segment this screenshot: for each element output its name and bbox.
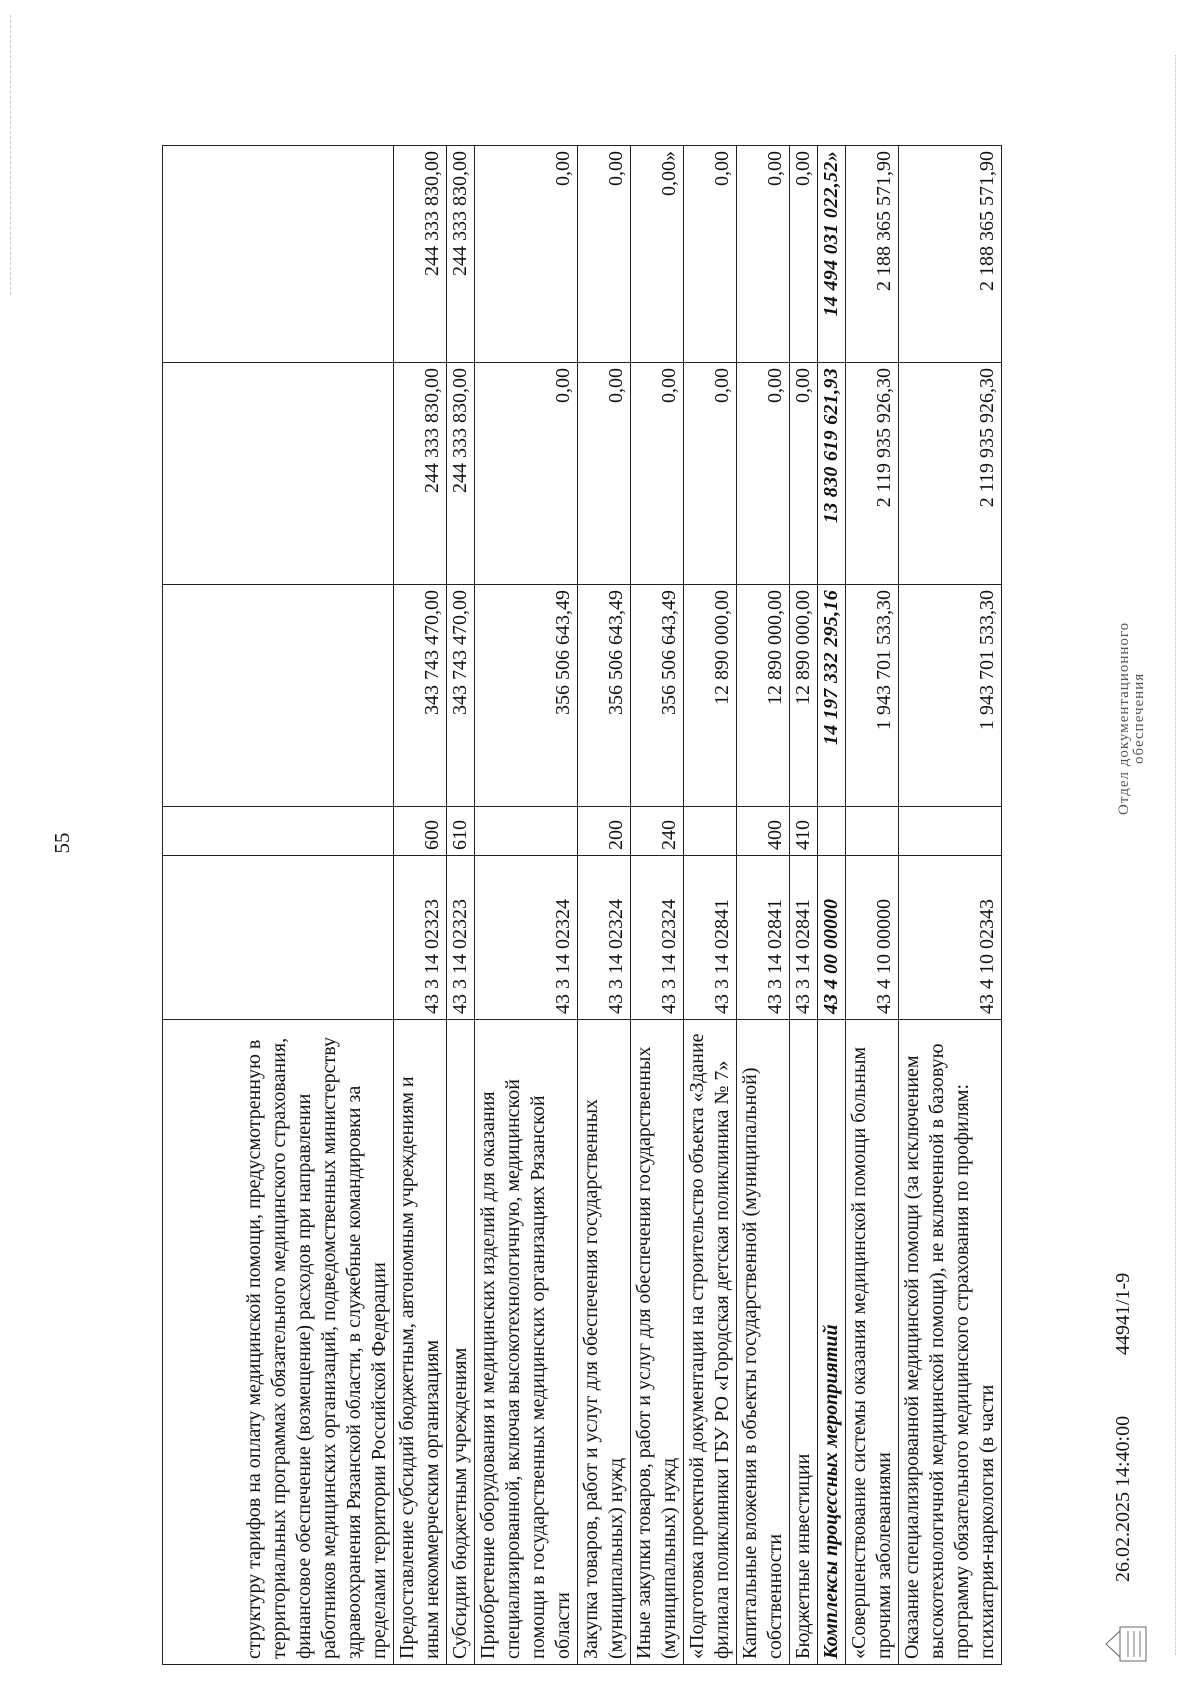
table-row-total xyxy=(818,146,846,1665)
row-y3: 0,00 xyxy=(790,146,818,363)
table-row xyxy=(475,146,578,1665)
row-code: 43 3 14 02323 xyxy=(447,856,475,1020)
row-name: Приобретение оборудования и медицинских изделий для оказания специализированной, включая высокотехнологичную, медицинской помощи в государственных медицинских организациях Рязанской области xyxy=(475,1020,578,1665)
row-y1: 343 743 470,00 xyxy=(394,585,447,807)
table-row xyxy=(737,146,790,1665)
row-y3: 2 188 365 571,90 xyxy=(899,146,1002,363)
row-y3: 0,00 xyxy=(475,146,578,363)
row-y2: 244 333 830,00 xyxy=(394,363,447,585)
row-code xyxy=(163,856,394,1020)
row-y2: 2 119 935 926,30 xyxy=(899,363,1002,585)
row-name: «Совершенствование системы оказания медицинской помощи больным прочими заболеваниями xyxy=(846,1020,899,1665)
row-y3: 14 494 031 022,52» xyxy=(818,146,846,363)
row-name: Бюджетные инвестиции xyxy=(790,1020,818,1665)
table-row xyxy=(163,146,394,1665)
row-vr: 400 xyxy=(737,807,790,856)
row-y2 xyxy=(163,363,394,585)
row-code: 43 3 14 02841 xyxy=(684,856,737,1020)
table-row xyxy=(631,146,684,1665)
table-row xyxy=(684,146,737,1665)
row-vr: 200 xyxy=(578,807,631,856)
row-name: Капитальные вложения в объекты государственной (муниципальной) собственности xyxy=(737,1020,790,1665)
row-y2: 2 119 935 926,30 xyxy=(846,363,899,585)
row-y3: 0,00 xyxy=(737,146,790,363)
row-vr xyxy=(818,807,846,856)
row-name: Закупка товаров, работ и услуг для обеспечения государственных (муниципальных) нужд xyxy=(578,1020,631,1665)
row-vr xyxy=(163,807,394,856)
page-number: 55 xyxy=(50,832,74,854)
row-y1: 343 743 470,00 xyxy=(447,585,475,807)
row-y1: 356 506 643,49 xyxy=(475,585,578,807)
row-name: «Подготовка проектной документации на строительство объекта «Здание филиала поликлиники ГБУ РО «Городская детская поликлиника № 7» xyxy=(684,1020,737,1665)
row-y1: 356 506 643,49 xyxy=(631,585,684,807)
row-code: 43 4 10 00000 xyxy=(846,856,899,1020)
row-y3: 0,00 xyxy=(684,146,737,363)
row-name: Предоставление субсидий бюджетным, автономным учреждениям и иным некоммерческим организациям xyxy=(394,1020,447,1665)
footer-department xyxy=(1117,622,1147,815)
row-y2: 0,00 xyxy=(475,363,578,585)
row-vr xyxy=(899,807,1002,856)
table-row xyxy=(790,146,818,1665)
table-row xyxy=(846,146,899,1665)
table-row xyxy=(578,146,631,1665)
row-name: структуру тарифов на оплату медицинской помощи, предусмотренную в территориальных программах обязательного медицинского страхования, финансовое обеспечение (возмещение) расходов при направлении работников медицинских организаций, подведомственных министерству здравоохранения Рязанской области, в служебные командировки за пределами территории Российской Федерации xyxy=(163,1020,394,1665)
row-name: Субсидии бюджетным учреждениям xyxy=(447,1020,475,1665)
row-vr: 410 xyxy=(790,807,818,856)
row-y3 xyxy=(163,146,394,363)
row-vr xyxy=(846,807,899,856)
row-code: 43 4 00 00000 xyxy=(818,856,846,1020)
row-code: 43 3 14 02841 xyxy=(737,856,790,1020)
department-line-2: обеспечения xyxy=(1131,672,1147,764)
row-y2: 13 830 619 621,93 xyxy=(818,363,846,585)
row-vr xyxy=(475,807,578,856)
row-code: 43 3 14 02324 xyxy=(631,856,684,1020)
row-code: 43 3 14 02323 xyxy=(394,856,447,1020)
row-y2: 244 333 830,00 xyxy=(447,363,475,585)
row-y3: 244 333 830,00 xyxy=(447,146,475,363)
row-y3: 0,00 xyxy=(578,146,631,363)
table-row xyxy=(447,146,475,1665)
row-name: Комплексы процессных мероприятий xyxy=(818,1020,846,1665)
row-y1: 1 943 701 533,30 xyxy=(846,585,899,807)
row-y1 xyxy=(163,585,394,807)
table-row xyxy=(899,146,1002,1665)
scan-margin-line xyxy=(1175,55,1176,1655)
footer-date: 26.02.2025 14:40:00 xyxy=(1112,1415,1134,1582)
footer-doc-number: 44941/1-9 xyxy=(1112,1272,1134,1355)
row-y3: 2 188 365 571,90 xyxy=(846,146,899,363)
row-y3: 244 333 830,00 xyxy=(394,146,447,363)
row-y2: 0,00 xyxy=(737,363,790,585)
row-code: 43 3 14 02324 xyxy=(578,856,631,1020)
row-y2: 0,00 xyxy=(578,363,631,585)
row-y1: 14 197 332 295,16 xyxy=(818,585,846,807)
row-vr xyxy=(684,807,737,856)
department-line-1: Отдел документационного xyxy=(1116,621,1132,815)
row-name: Иные закупки товаров, работ и услуг для обеспечения государственных (муниципальных) нужд xyxy=(631,1020,684,1665)
row-y1: 1 943 701 533,30 xyxy=(899,585,1002,807)
budget-table xyxy=(162,145,1002,1665)
emblem-logo-icon xyxy=(1100,1623,1150,1665)
row-code: 43 3 14 02841 xyxy=(790,856,818,1020)
row-y1: 356 506 643,49 xyxy=(578,585,631,807)
row-vr: 240 xyxy=(631,807,684,856)
row-vr: 610 xyxy=(447,807,475,856)
row-name: Оказание специализированной медицинской помощи (за исключением высокотехнологичной медицинской помощи), не включенной в базовую программу обязательного медицинского страхования по профилям: психиатрия-наркология (в части xyxy=(899,1020,1002,1665)
row-code: 43 4 10 02343 xyxy=(899,856,1002,1020)
row-vr: 600 xyxy=(394,807,447,856)
row-y2: 0,00 xyxy=(790,363,818,585)
row-y3: 0,00» xyxy=(631,146,684,363)
row-y1: 12 890 000,00 xyxy=(790,585,818,807)
table-row xyxy=(394,146,447,1665)
row-y1: 12 890 000,00 xyxy=(684,585,737,807)
row-y1: 12 890 000,00 xyxy=(737,585,790,807)
row-code: 43 3 14 02324 xyxy=(475,856,578,1020)
scan-edge-line xyxy=(10,15,11,295)
row-y2: 0,00 xyxy=(631,363,684,585)
row-y2: 0,00 xyxy=(684,363,737,585)
